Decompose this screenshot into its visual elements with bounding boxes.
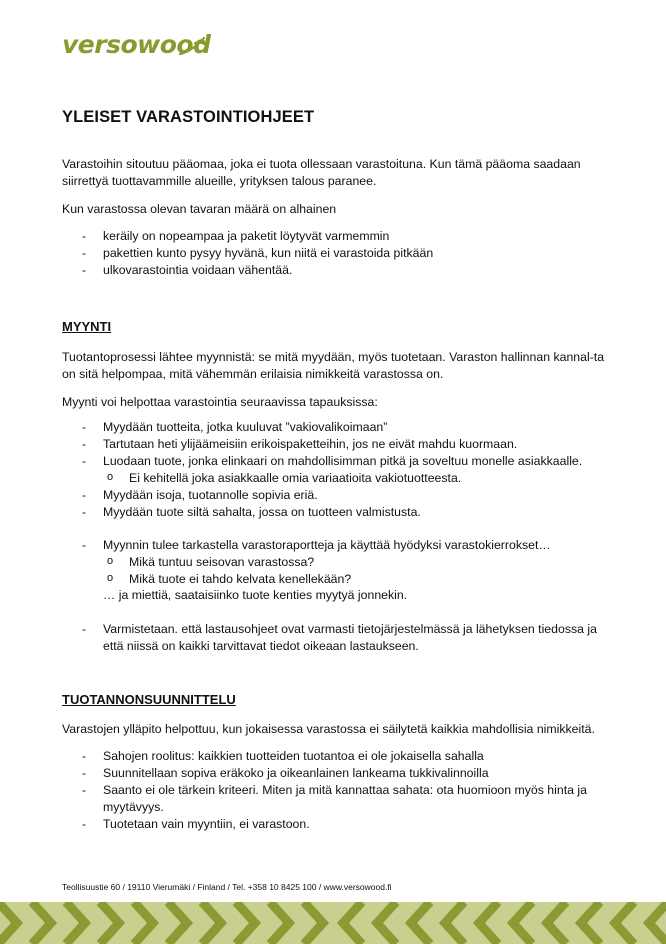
list-item: - ulkovarastointia voidaan vähentää. [62, 262, 608, 279]
page-title: YLEISET VARASTOINTIOHJEET [62, 108, 315, 126]
list-item: - Myydään tuotteita, jotka kuuluvat ”vakiovalikoimaan” [62, 419, 608, 436]
intro-lead: Kun varastossa olevan tavaran määrä on alhainen [62, 202, 337, 216]
myynti-check-list [62, 621, 608, 655]
report-followup: … ja miettiä, saataisiinko tuote kenties myytyä jonnekin. [103, 588, 408, 602]
chevron-pattern-band [0, 902, 666, 944]
question-list [103, 554, 608, 588]
intro-paragraph: Varastoihin sitoutuu pääomaa, joka ei tuota ollessaan varastoituna. Kun tämä pääoma saadaan siirrettyä tuottavammille alueille, yrityksen talous paranee. [62, 157, 581, 188]
list-item: - pakettien kunto pysyy hyvänä, kun niitä ei varastoida pitkään [62, 245, 608, 262]
tuotanto-bullet-list [62, 748, 608, 833]
list-item: - Suunnitellaan sopiva eräkoko ja oikeanlainen lankeama tukkivalinnoilla [62, 765, 608, 782]
logo-wordmark: versowood [62, 30, 211, 59]
list-item: - Tartutaan heti ylijäämeisiin erikoispaketteihin, jos ne eivät mahdu kuormaan. [62, 436, 608, 453]
section-heading-myynti: MYYNTI [62, 319, 112, 334]
sub-list-item: o Mikä tuntuu seisovan varastossa? [103, 554, 608, 571]
list-item [62, 537, 608, 588]
list-item [62, 453, 608, 487]
intro-bullet-list [62, 228, 608, 279]
list-item: - Tuotetaan vain myyntiin, ei varastoon. [62, 816, 608, 833]
list-item-text: Myynnin tulee tarkastella varastoraportteja ja käyttää hyödyksi varastokierrokset… [103, 538, 551, 552]
footer-contact: Teollisuustie 60 / 19110 Vierumäki / Finland / Tel. +358 10 8425 100 / www.versowood.fi [62, 882, 392, 892]
list-item: - Varmistetaan. että lastausohjeet ovat varmasti tietojärjestelmässä ja lähetyksen tiedossa ja että niissä on kaikki tarvittavat tiedot oikeaan lastaukseen. [62, 621, 608, 655]
section-heading-tuotannonsuunnittelu: TUOTANNONSUUNNITTELU [62, 692, 236, 707]
list-item: - Myydään isoja, tuotannolle sopivia eriä. [62, 487, 608, 504]
myynti-lead: Myynti voi helpottaa varastointia seuraavissa tapauksissa: [62, 395, 378, 409]
leaf-swash-icon [62, 30, 212, 64]
list-item: - Saanto ei ole tärkein kriteeri. Miten ja mitä kannattaa sahata: ota huomioon myös hinta ja myytävyys. [62, 782, 608, 816]
list-item: - keräily on nopeampaa ja paketit löytyvät varmemmin [62, 228, 608, 245]
sub-list-item: o Ei kehitellä joka asiakkaalle omia variaatioita vakiotuotteesta. [103, 470, 608, 487]
versowood-logo [62, 30, 210, 59]
myynti-paragraph: Tuotantoprosessi lähtee myynnistä: se mitä myydään, myös tuotetaan. Varaston hallinnan kannal-ta on sitä helpompaa, mitä vähemmän erilaisia nimikkeitä varastossa on. [62, 350, 605, 381]
myynti-bullet-list [62, 419, 608, 521]
list-item-text: Luodaan tuote, jonka elinkaari on mahdollisimman pitkä ja soveltuu monelle asiakkaalle. [103, 454, 583, 468]
list-item: - Sahojen roolitus: kaikkien tuotteiden tuotantoa ei ole jokaisella sahalla [62, 748, 608, 765]
myynti-report-list [62, 537, 608, 588]
sub-list-item: o Mikä tuote ei tahdo kelvata kenellekään? [103, 571, 608, 588]
list-item: - Myydään tuote siltä sahalta, jossa on tuotteen valmistusta. [62, 504, 608, 521]
tuotanto-paragraph: Varastojen ylläpito helpottuu, kun jokaisessa varastossa ei säilytetä kaikkia mahdollisia nimikkeitä. [62, 722, 595, 736]
sub-bullet-list [103, 470, 608, 487]
